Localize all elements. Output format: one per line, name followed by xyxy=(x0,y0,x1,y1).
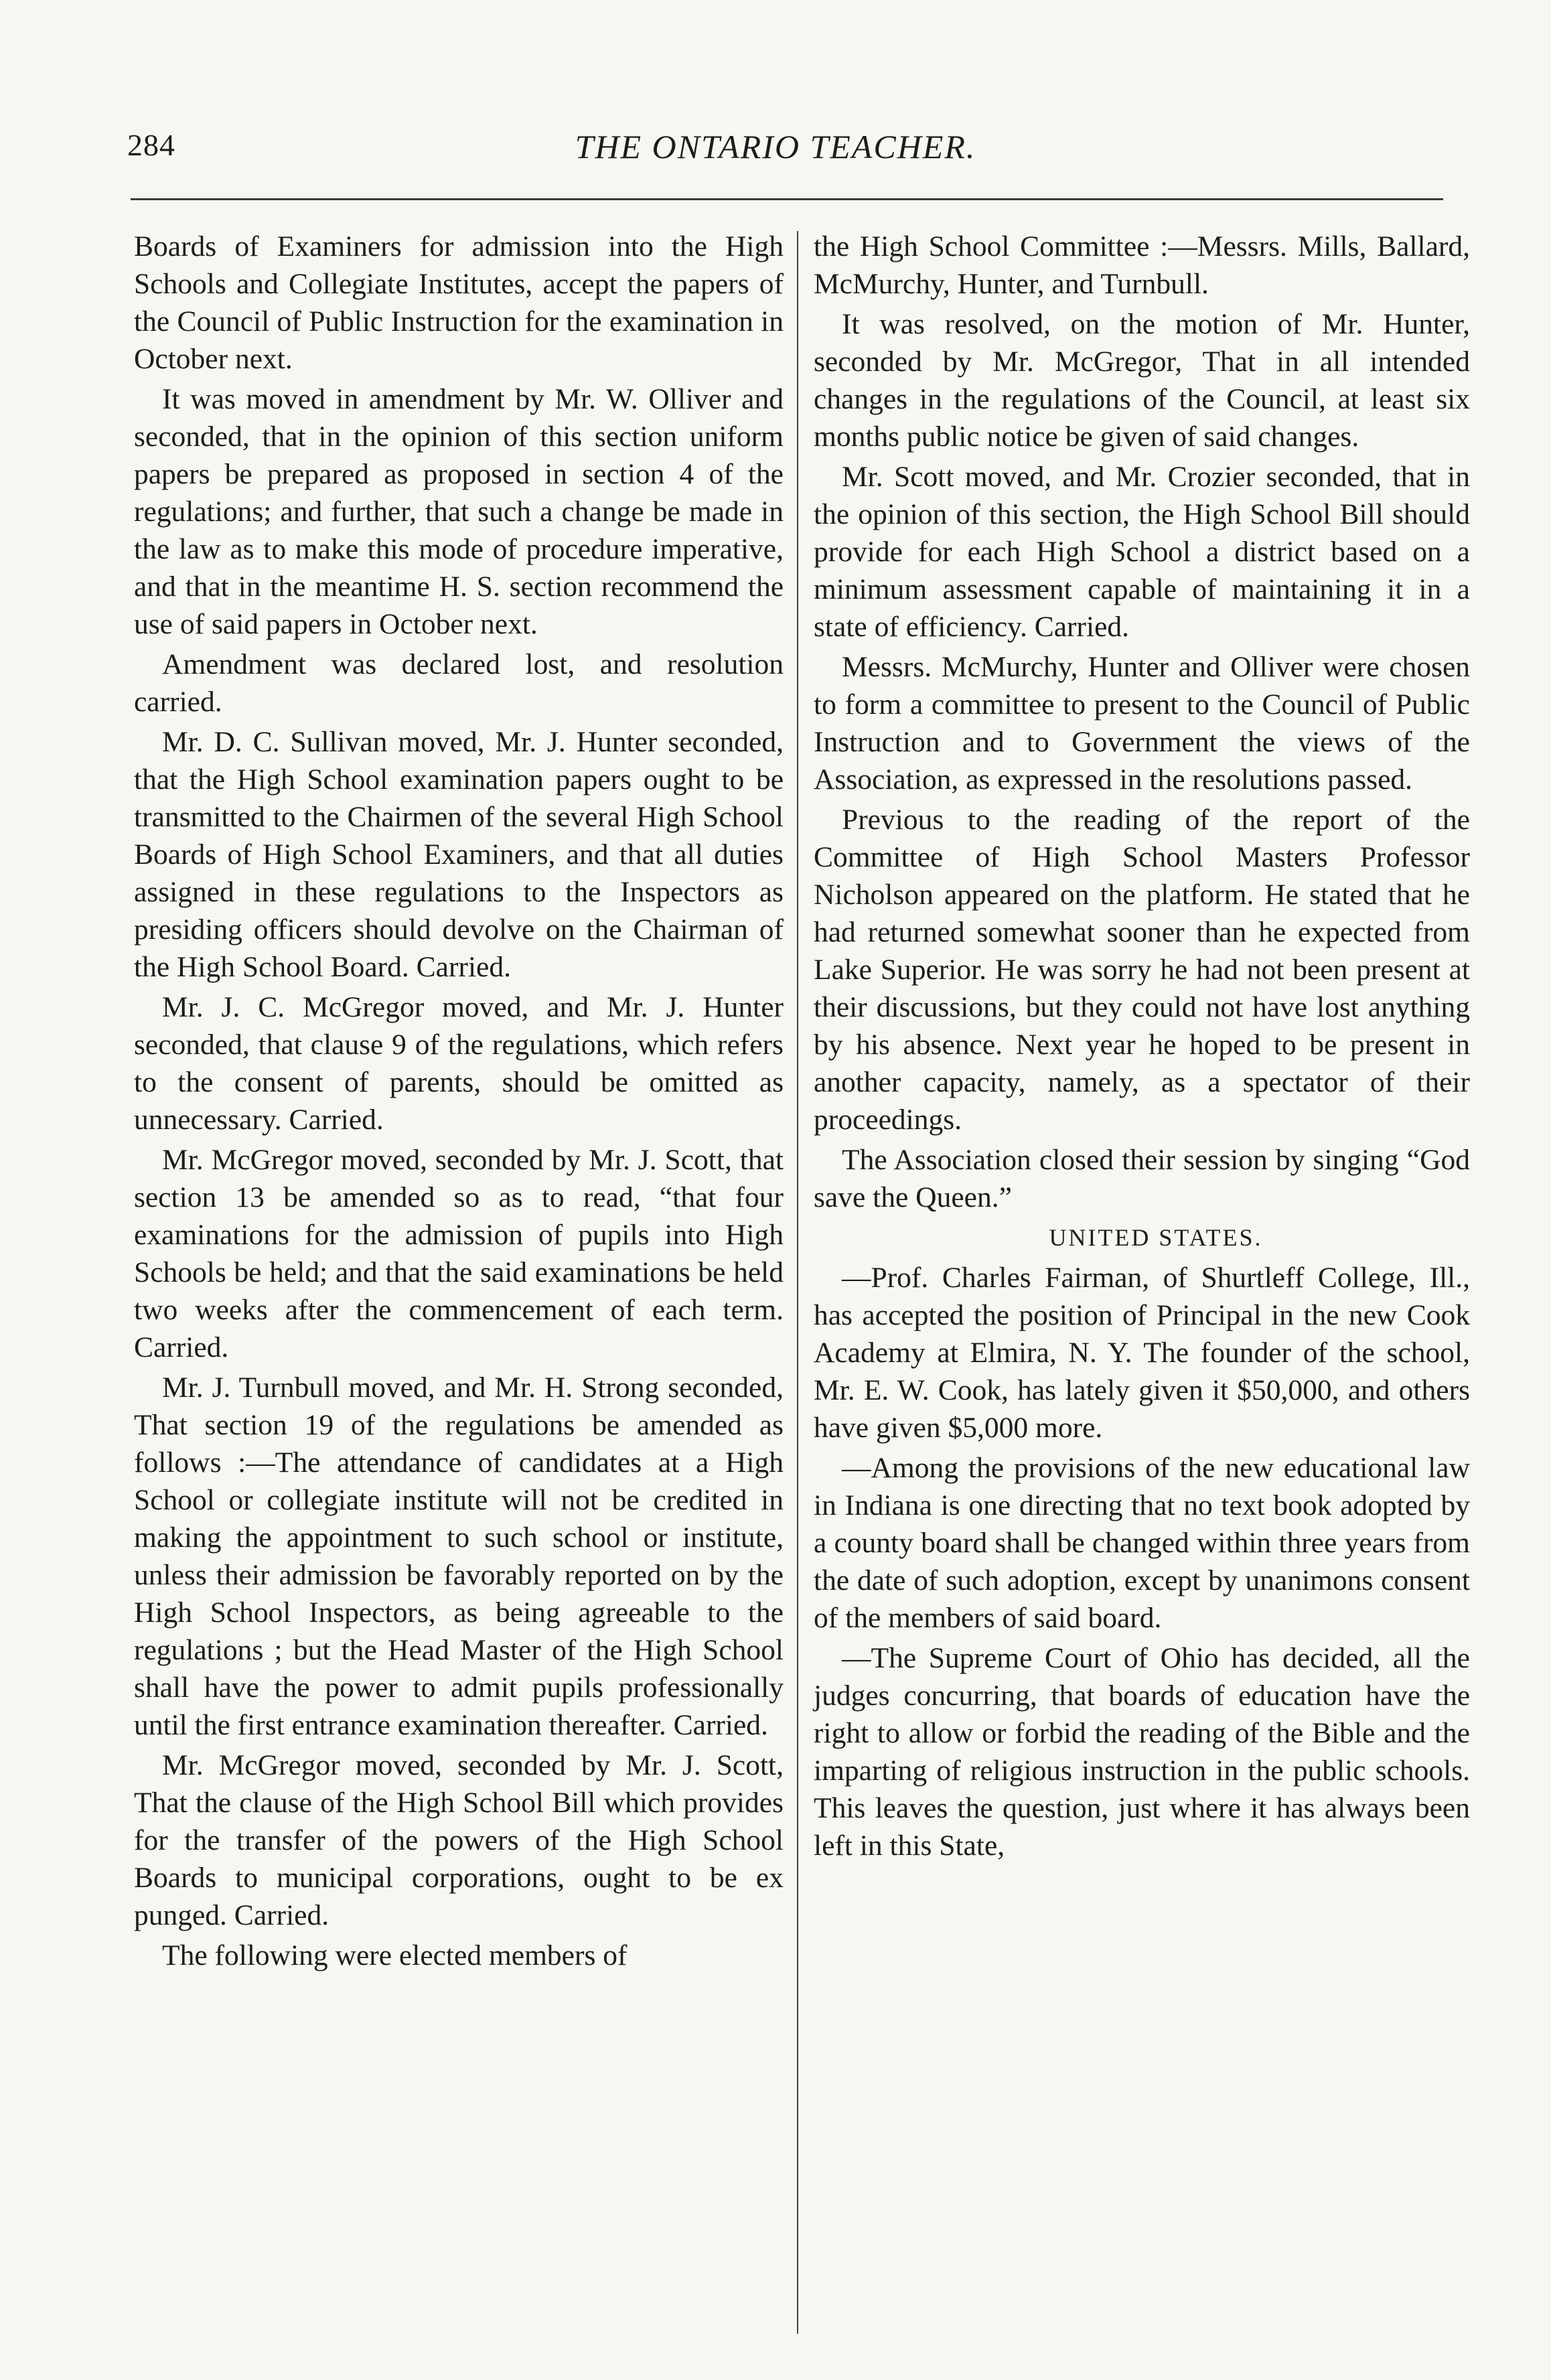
paragraph: the High School Committee :—Messrs. Mills, Ballard, McMurchy, Hunter, and Turnbull. xyxy=(814,230,1470,300)
paragraph: Mr. J. C. McGregor moved, and Mr. J. Hunter seconded, that clause 9 of the regulations, which refers to the consent of parents, should be omitted as unnecessary. Carried. xyxy=(134,991,784,1136)
paragraph: Mr. McGregor moved, seconded by Mr. J. Scott, that section 13 be amended so as to read, “that four examinations for the admission of pupils into High Schools be held; and that the said examinations be held two weeks after the commencement of each term. Carried. xyxy=(134,1144,784,1363)
paragraph: Mr. D. C. Sullivan moved, Mr. J. Hunter seconded, that the High School examination papers ought to be transmitted to the Chairmen of the several High School Boards of High School Examiners, and that all duties assigned in these regulations to the Inspectors as presiding officers should devolve on the Chairman of the High School Board. Carried. xyxy=(134,726,784,983)
paragraph: Mr. J. Turnbull moved, and Mr. H. Strong seconded, That section 19 of the regulations be amended as follows :—The attendance of candidates at a High School or collegiate institute will not be credited in making the appointment to such school or institute, unless their admission be favorably reported on by the High School Inspectors, as being agreeable to the regulations ; but the Head Master of the High School shall have the power to admit pupils professionally until the first entrance examination thereafter. Carried. xyxy=(134,1371,784,1741)
paragraph: It was resolved, on the motion of Mr. Hunter, seconded by Mr. McGregor, That in all intended changes in the regulations of the Council, at least six months public notice be given of said changes. xyxy=(814,308,1470,453)
section-heading: UNITED STATES. xyxy=(1049,1224,1263,1251)
running-head-title: THE ONTARIO TEACHER. xyxy=(575,128,976,165)
paragraph: The following were elected members of xyxy=(162,1939,627,1972)
paragraph: —The Supreme Court of Ohio has decided, all the judges concurring, that boards of education have the right to allow or forbid the reading of the Bible and the imparting of religious instruction in the public schools. This leaves the question, just where it has always been left in this State, xyxy=(814,1642,1470,1862)
paragraph: Previous to the reading of the report of the Committee of High School Masters Professor Nicholson appeared on the platform. He stated that he had returned somewhat sooner than he expected from Lake Superior. He was sorry he had not been present at their discussions, but they could not have lost anything by his absence. Next year he hoped to be present in another capacity, namely, as a spectator of their proceedings. xyxy=(814,804,1470,1136)
paragraph: —Among the provisions of the new educational law in Indiana is one directing that no text book adopted by a county board shall be changed within three years from the date of such adoption, except by unanimons consent of the members of said board. xyxy=(814,1452,1470,1634)
paragraph: Amendment was declared lost, and resolution carried. xyxy=(134,648,784,718)
left-column xyxy=(134,228,784,1977)
column-divider xyxy=(797,231,798,2334)
paragraph: It was moved in amendment by Mr. W. Olliver and seconded, that in the opinion of this section uniform papers be prepared as proposed in section 4 of the regulations; and further, that such a change be made in the law as to make this mode of procedure imperative, and that in the meantime H. S. section recommend the use of said papers in October next. xyxy=(134,383,784,640)
paragraph: The Association closed their session by singing “God save the Queen.” xyxy=(814,1144,1470,1213)
page-number: 284 xyxy=(127,128,175,162)
paragraph: Messrs. McMurchy, Hunter and Olliver were chosen to form a committee to present to the Council of Public Instruction and to Government the views of the Association, as expressed in the resolutions passed. xyxy=(814,651,1470,796)
paragraph: Boards of Examiners for admission into the High Schools and Collegiate Institutes, accept the papers of the Council of Public Instruction for the examination in October next. xyxy=(134,230,784,375)
paragraph: —Prof. Charles Fairman, of Shurtleff College, Ill., has accepted the position of Principal in the new Cook Academy at Elmira, N. Y. The founder of the school, Mr. E. W. Cook, has lately given it $50,000, and others have given $5,000 more. xyxy=(814,1262,1470,1444)
paragraph: Mr. Scott moved, and Mr. Crozier seconded, that in the opinion of this section, the High School Bill should provide for each High School a district based on a minimum assessment capable of maintaining it in a state of efficiency. Carried. xyxy=(814,461,1470,643)
right-column xyxy=(814,228,1470,1867)
paragraph: Mr. McGregor moved, seconded by Mr. J. Scott, That the clause of the High School Bill which provides for the transfer of the powers of the High School Boards to municipal corporations, ought to be ex punged. Carried. xyxy=(134,1749,784,1931)
header-rule xyxy=(131,198,1443,200)
